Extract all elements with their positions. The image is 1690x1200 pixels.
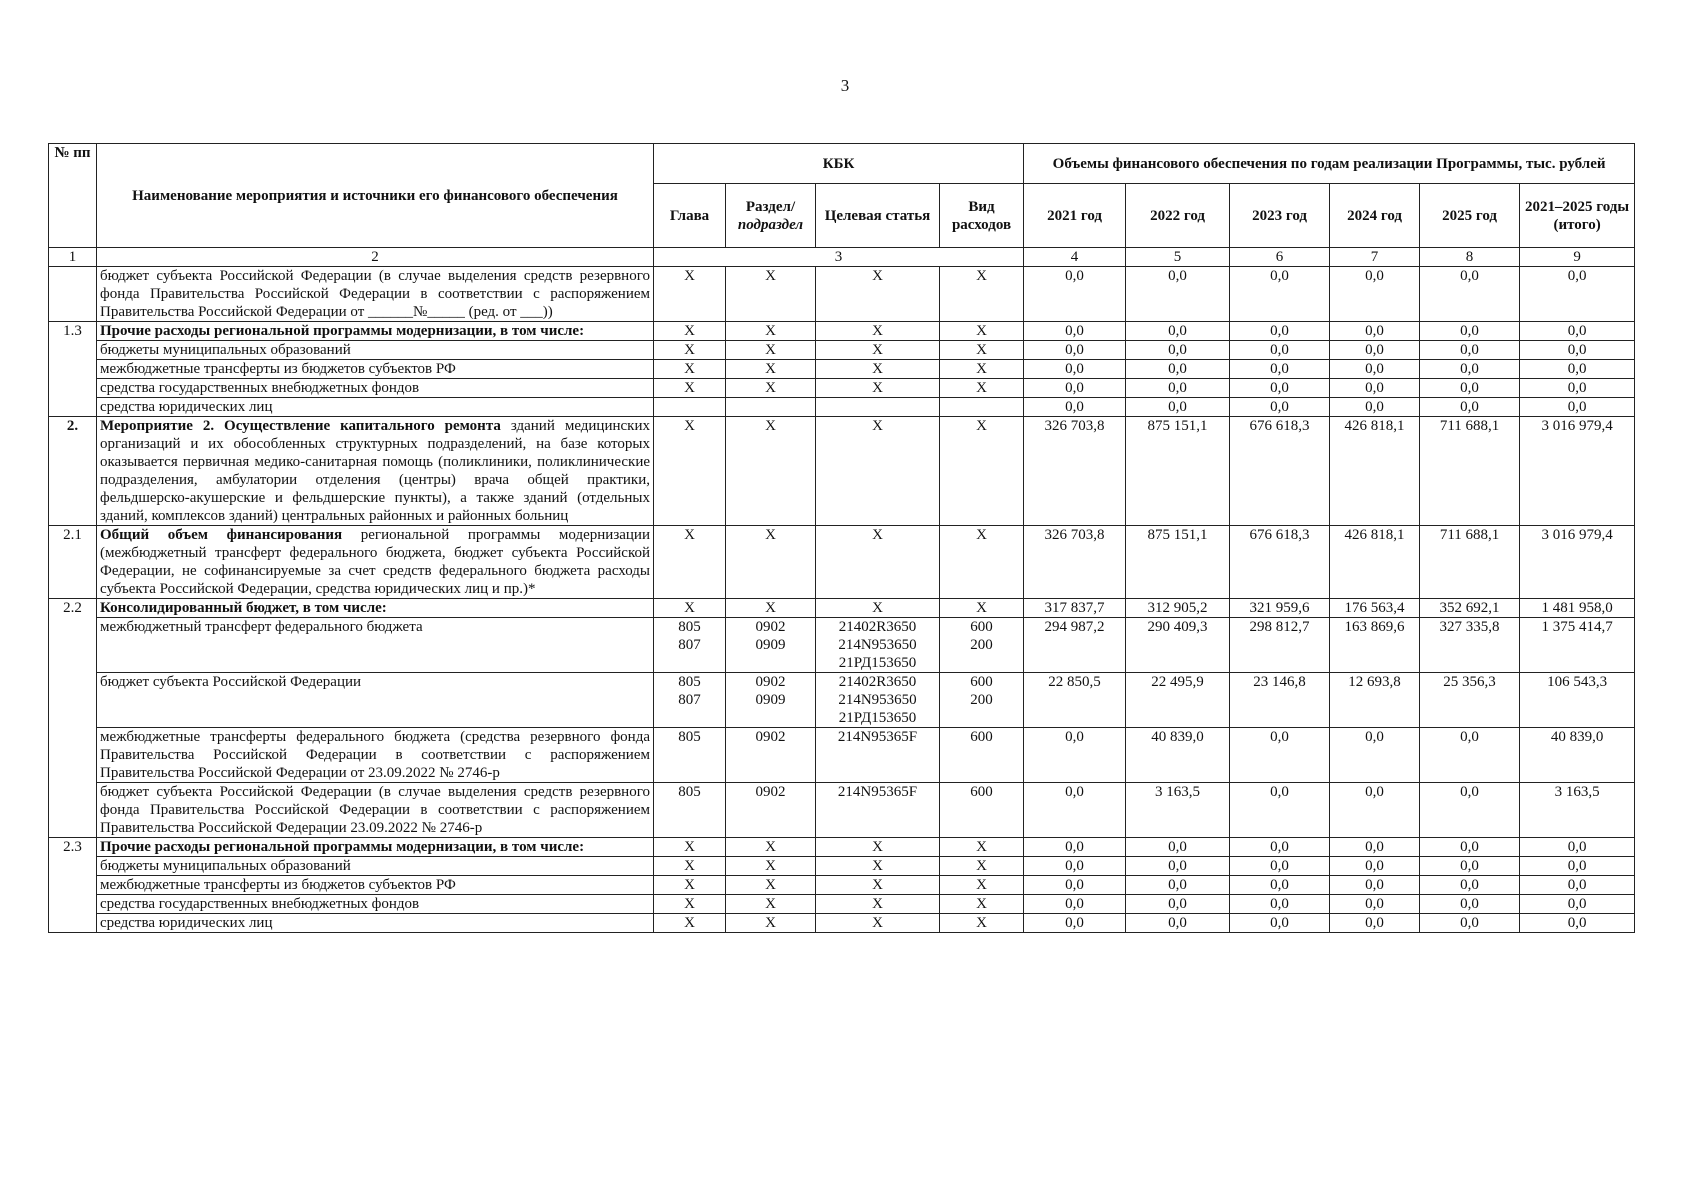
table-row	[49, 618, 1635, 673]
value-2024: 0,0	[1330, 783, 1420, 838]
row-name: Мероприятие 2. Осуществление капитального ремонта зданий медицинских организаций и их обособленных структурных подразделений, на базе которых оказывается первичная медико-санитарная помощь (поликлиники, поликлинические подразделения, амбулатории отделения (центры) врача общей практики, фельдшерско-акушерские и фельдшерские пункты), а также зданий (отдельных зданий, комплексов зданий) центральных районных и районных больниц	[97, 417, 654, 526]
table-row	[49, 728, 1635, 783]
kbk-vid: 600 200	[940, 618, 1024, 673]
value-total: 3 016 979,4	[1520, 526, 1635, 599]
kbk-glava: Х	[654, 838, 726, 857]
value-total: 0,0	[1520, 838, 1635, 857]
value-2023: 676 618,3	[1230, 417, 1330, 526]
kbk-glava: Х	[654, 360, 726, 379]
value-2021: 326 703,8	[1024, 526, 1126, 599]
row-index: 2.	[49, 417, 97, 526]
row-name: Консолидированный бюджет, в том числе:	[97, 599, 654, 618]
col-number: 2	[97, 248, 654, 267]
kbk-razdel: Х	[726, 417, 816, 526]
kbk-razdel: Х	[726, 341, 816, 360]
value-2025: 0,0	[1420, 838, 1520, 857]
value-total: 0,0	[1520, 267, 1635, 322]
value-total: 1 481 958,0	[1520, 599, 1635, 618]
header-2025: 2025 год	[1420, 184, 1520, 248]
row-name: Прочие расходы региональной программы модернизации, в том числе:	[97, 322, 654, 341]
kbk-vid: Х	[940, 322, 1024, 341]
value-2021: 0,0	[1024, 876, 1126, 895]
kbk-celevaya: Х	[816, 379, 940, 398]
kbk-vid: Х	[940, 417, 1024, 526]
value-2024: 0,0	[1330, 322, 1420, 341]
kbk-vid: Х	[940, 857, 1024, 876]
kbk-glava: Х	[654, 526, 726, 599]
kbk-glava: Х	[654, 267, 726, 322]
col-number: 6	[1230, 248, 1330, 267]
header-name: Наименование мероприятия и источники его финансового обеспечения	[97, 144, 654, 248]
header-2021: 2021 год	[1024, 184, 1126, 248]
table-row	[49, 341, 1635, 360]
kbk-vid: 600	[940, 728, 1024, 783]
table-row	[49, 360, 1635, 379]
value-2022: 875 151,1	[1126, 526, 1230, 599]
kbk-celevaya: 21402R3650 214N953650 21РД153650	[816, 618, 940, 673]
value-total: 0,0	[1520, 360, 1635, 379]
kbk-razdel: Х	[726, 322, 816, 341]
table-row	[49, 914, 1635, 933]
value-2022: 0,0	[1126, 267, 1230, 322]
value-total: 0,0	[1520, 914, 1635, 933]
value-2022: 0,0	[1126, 838, 1230, 857]
kbk-glava: Х	[654, 914, 726, 933]
row-name: межбюджетные трансферты из бюджетов субъектов РФ	[97, 360, 654, 379]
page-number: 3	[840, 76, 850, 95]
value-2022: 0,0	[1126, 895, 1230, 914]
value-2023: 0,0	[1230, 267, 1330, 322]
value-2024: 426 818,1	[1330, 526, 1420, 599]
value-2024: 0,0	[1330, 876, 1420, 895]
table-row	[49, 526, 1635, 599]
header-2023: 2023 год	[1230, 184, 1330, 248]
kbk-glava: Х	[654, 895, 726, 914]
kbk-vid: Х	[940, 379, 1024, 398]
row-name: межбюджетный трансферт федерального бюджета	[97, 618, 654, 673]
value-total: 0,0	[1520, 379, 1635, 398]
value-2022: 3 163,5	[1126, 783, 1230, 838]
value-2021: 0,0	[1024, 728, 1126, 783]
table-row	[49, 417, 1635, 526]
kbk-celevaya: Х	[816, 360, 940, 379]
kbk-glava: Х	[654, 599, 726, 618]
value-2021: 0,0	[1024, 914, 1126, 933]
value-2021: 0,0	[1024, 341, 1126, 360]
value-2025: 0,0	[1420, 728, 1520, 783]
value-2022: 0,0	[1126, 876, 1230, 895]
header-vid: Вид расходов	[940, 184, 1024, 248]
value-2023: 0,0	[1230, 398, 1330, 417]
table-row	[49, 857, 1635, 876]
value-2022: 290 409,3	[1126, 618, 1230, 673]
table-row	[49, 783, 1635, 838]
col-number: 5	[1126, 248, 1230, 267]
kbk-celevaya: Х	[816, 914, 940, 933]
value-2024: 163 869,6	[1330, 618, 1420, 673]
value-2022: 0,0	[1126, 914, 1230, 933]
value-2023: 0,0	[1230, 783, 1330, 838]
value-2022: 0,0	[1126, 341, 1230, 360]
kbk-celevaya: 214N95365F	[816, 728, 940, 783]
header-glava: Глава	[654, 184, 726, 248]
value-total: 0,0	[1520, 322, 1635, 341]
value-2021: 294 987,2	[1024, 618, 1126, 673]
table-row	[49, 322, 1635, 341]
header-kbk: КБК	[654, 144, 1024, 184]
kbk-celevaya: Х	[816, 876, 940, 895]
kbk-razdel: Х	[726, 526, 816, 599]
value-2022: 0,0	[1126, 322, 1230, 341]
value-2025: 0,0	[1420, 322, 1520, 341]
value-2021: 317 837,7	[1024, 599, 1126, 618]
kbk-glava: Х	[654, 876, 726, 895]
kbk-celevaya: Х	[816, 526, 940, 599]
header-2024: 2024 год	[1330, 184, 1420, 248]
kbk-razdel: Х	[726, 914, 816, 933]
value-total: 0,0	[1520, 857, 1635, 876]
kbk-celevaya: 21402R3650 214N953650 21РД153650	[816, 673, 940, 728]
value-2024: 12 693,8	[1330, 673, 1420, 728]
value-2024: 0,0	[1330, 728, 1420, 783]
value-total: 1 375 414,7	[1520, 618, 1635, 673]
kbk-vid: Х	[940, 914, 1024, 933]
kbk-razdel: Х	[726, 876, 816, 895]
value-total: 3 016 979,4	[1520, 417, 1635, 526]
header-2022: 2022 год	[1126, 184, 1230, 248]
value-2022: 22 495,9	[1126, 673, 1230, 728]
value-2021: 0,0	[1024, 267, 1126, 322]
value-2022: 312 905,2	[1126, 599, 1230, 618]
value-2024: 0,0	[1330, 360, 1420, 379]
value-2025: 0,0	[1420, 379, 1520, 398]
row-index: 1.3	[49, 322, 97, 417]
value-2022: 0,0	[1126, 857, 1230, 876]
column-number-row	[49, 248, 1635, 267]
value-2025: 0,0	[1420, 360, 1520, 379]
value-total: 0,0	[1520, 398, 1635, 417]
kbk-celevaya: Х	[816, 341, 940, 360]
value-2022: 0,0	[1126, 379, 1230, 398]
value-2024: 0,0	[1330, 838, 1420, 857]
row-name: Прочие расходы региональной программы модернизации, в том числе:	[97, 838, 654, 857]
value-2021: 0,0	[1024, 398, 1126, 417]
value-2025: 0,0	[1420, 341, 1520, 360]
kbk-celevaya: Х	[816, 857, 940, 876]
value-2023: 0,0	[1230, 379, 1330, 398]
kbk-glava: Х	[654, 417, 726, 526]
value-2025: 0,0	[1420, 857, 1520, 876]
value-2024: 0,0	[1330, 341, 1420, 360]
value-2025: 0,0	[1420, 783, 1520, 838]
value-total: 0,0	[1520, 895, 1635, 914]
value-total: 0,0	[1520, 876, 1635, 895]
value-2023: 0,0	[1230, 857, 1330, 876]
kbk-glava: Х	[654, 322, 726, 341]
financing-table	[48, 143, 1635, 933]
kbk-vid: Х	[940, 895, 1024, 914]
value-2023: 0,0	[1230, 876, 1330, 895]
table-row	[49, 895, 1635, 914]
value-2024: 0,0	[1330, 914, 1420, 933]
row-name: межбюджетные трансферты из бюджетов субъектов РФ	[97, 876, 654, 895]
value-2021: 326 703,8	[1024, 417, 1126, 526]
value-2022: 875 151,1	[1126, 417, 1230, 526]
row-name: бюджеты муниципальных образований	[97, 341, 654, 360]
col-number: 7	[1330, 248, 1420, 267]
value-2024: 0,0	[1330, 379, 1420, 398]
value-2025: 0,0	[1420, 267, 1520, 322]
value-2021: 0,0	[1024, 360, 1126, 379]
kbk-celevaya: Х	[816, 599, 940, 618]
value-2023: 676 618,3	[1230, 526, 1330, 599]
col-number: 9	[1520, 248, 1635, 267]
kbk-vid	[940, 398, 1024, 417]
kbk-glava: Х	[654, 857, 726, 876]
kbk-glava: 805	[654, 783, 726, 838]
kbk-glava: 805	[654, 728, 726, 783]
value-2024: 0,0	[1330, 398, 1420, 417]
kbk-razdel: Х	[726, 360, 816, 379]
table-row	[49, 267, 1635, 322]
value-2021: 0,0	[1024, 838, 1126, 857]
value-2025: 0,0	[1420, 895, 1520, 914]
kbk-celevaya: Х	[816, 417, 940, 526]
value-2023: 0,0	[1230, 360, 1330, 379]
value-total: 3 163,5	[1520, 783, 1635, 838]
row-index	[49, 267, 97, 322]
kbk-celevaya: Х	[816, 322, 940, 341]
value-2025: 327 335,8	[1420, 618, 1520, 673]
kbk-razdel: 0902	[726, 783, 816, 838]
row-name: средства государственных внебюджетных фондов	[97, 379, 654, 398]
kbk-glava	[654, 398, 726, 417]
row-name: средства юридических лиц	[97, 914, 654, 933]
value-2022: 40 839,0	[1126, 728, 1230, 783]
value-2022: 0,0	[1126, 398, 1230, 417]
value-2024: 0,0	[1330, 857, 1420, 876]
kbk-razdel: Х	[726, 379, 816, 398]
row-index: 2.2	[49, 599, 97, 838]
table-row	[49, 398, 1635, 417]
value-2021: 22 850,5	[1024, 673, 1126, 728]
row-name: бюджет субъекта Российской Федерации	[97, 673, 654, 728]
row-index: 2.1	[49, 526, 97, 599]
kbk-glava: Х	[654, 379, 726, 398]
kbk-vid: Х	[940, 341, 1024, 360]
table-row	[49, 673, 1635, 728]
value-2024: 426 818,1	[1330, 417, 1420, 526]
kbk-vid: Х	[940, 526, 1024, 599]
kbk-vid: 600 200	[940, 673, 1024, 728]
row-name: Общий объем финансирования региональной программы модернизации (межбюджетный трансферт федерального бюджета, бюджет субъекта Российской Федерации, не софинансируемые за счет средств федерального бюджета расходы субъекта Российской Федерации, средства юридических лиц и пр.)*	[97, 526, 654, 599]
kbk-razdel: Х	[726, 838, 816, 857]
kbk-celevaya	[816, 398, 940, 417]
value-2021: 0,0	[1024, 895, 1126, 914]
kbk-razdel: 0902	[726, 728, 816, 783]
value-2021: 0,0	[1024, 322, 1126, 341]
value-2023: 321 959,6	[1230, 599, 1330, 618]
kbk-razdel: Х	[726, 267, 816, 322]
col-number: 8	[1420, 248, 1520, 267]
header-num: № пп	[49, 144, 97, 248]
kbk-razdel: Х	[726, 599, 816, 618]
value-2025: 711 688,1	[1420, 417, 1520, 526]
col-number: 4	[1024, 248, 1126, 267]
kbk-celevaya: Х	[816, 895, 940, 914]
header-razdel: Раздел/ подраздел	[726, 184, 816, 248]
kbk-celevaya: 214N95365F	[816, 783, 940, 838]
value-2024: 0,0	[1330, 895, 1420, 914]
kbk-glava: 805 807	[654, 673, 726, 728]
value-2021: 0,0	[1024, 857, 1126, 876]
value-2024: 0,0	[1330, 267, 1420, 322]
value-2023: 23 146,8	[1230, 673, 1330, 728]
kbk-celevaya: Х	[816, 838, 940, 857]
row-name: средства юридических лиц	[97, 398, 654, 417]
table-row	[49, 599, 1635, 618]
kbk-vid: Х	[940, 599, 1024, 618]
row-index: 2.3	[49, 838, 97, 933]
kbk-vid: 600	[940, 783, 1024, 838]
row-name: бюджет субъекта Российской Федерации (в случае выделения средств резервного фонда Правительства Российской Федерации в соответствии с распоряжением Правительства Российской Федерации от ______№_____ (ред. от ___))	[97, 267, 654, 322]
table-row	[49, 876, 1635, 895]
kbk-razdel: 0902 0909	[726, 618, 816, 673]
value-total: 0,0	[1520, 341, 1635, 360]
value-total: 40 839,0	[1520, 728, 1635, 783]
table-row	[49, 838, 1635, 857]
value-2023: 298 812,7	[1230, 618, 1330, 673]
value-2021: 0,0	[1024, 379, 1126, 398]
kbk-glava: 805 807	[654, 618, 726, 673]
value-2023: 0,0	[1230, 728, 1330, 783]
kbk-glava: Х	[654, 341, 726, 360]
value-2022: 0,0	[1126, 360, 1230, 379]
value-2025: 0,0	[1420, 398, 1520, 417]
value-2025: 0,0	[1420, 914, 1520, 933]
col-number: 3	[654, 248, 1024, 267]
header-celevaya: Целевая статья	[816, 184, 940, 248]
kbk-vid: Х	[940, 267, 1024, 322]
row-name: межбюджетные трансферты федерального бюджета (средства резервного фонда Правительства Российской Федерации в соответствии с распоряжением Правительства Российской Федерации от 23.09.2022 № 2746-р	[97, 728, 654, 783]
row-name: бюджет субъекта Российской Федерации (в случае выделения средств резервного фонда Правительства Российской Федерации в соответствии с распоряжением Правительства Российской Федерации 23.09.2022 № 2746-р	[97, 783, 654, 838]
row-name: средства государственных внебюджетных фондов	[97, 895, 654, 914]
value-2024: 176 563,4	[1330, 599, 1420, 618]
value-total: 106 543,3	[1520, 673, 1635, 728]
row-name: бюджеты муниципальных образований	[97, 857, 654, 876]
value-2023: 0,0	[1230, 914, 1330, 933]
kbk-razdel	[726, 398, 816, 417]
kbk-razdel: Х	[726, 895, 816, 914]
col-number: 1	[49, 248, 97, 267]
value-2023: 0,0	[1230, 322, 1330, 341]
header-total: 2021–2025 годы (итого)	[1520, 184, 1635, 248]
value-2023: 0,0	[1230, 895, 1330, 914]
value-2021: 0,0	[1024, 783, 1126, 838]
kbk-razdel: 0902 0909	[726, 673, 816, 728]
value-2023: 0,0	[1230, 341, 1330, 360]
kbk-razdel: Х	[726, 857, 816, 876]
kbk-vid: Х	[940, 876, 1024, 895]
value-2023: 0,0	[1230, 838, 1330, 857]
kbk-vid: Х	[940, 838, 1024, 857]
kbk-vid: Х	[940, 360, 1024, 379]
value-2025: 352 692,1	[1420, 599, 1520, 618]
value-2025: 711 688,1	[1420, 526, 1520, 599]
header-volumes: Объемы финансового обеспечения по годам реализации Программы, тыс. рублей	[1024, 144, 1635, 184]
value-2025: 0,0	[1420, 876, 1520, 895]
table-row	[49, 379, 1635, 398]
value-2025: 25 356,3	[1420, 673, 1520, 728]
kbk-celevaya: Х	[816, 267, 940, 322]
